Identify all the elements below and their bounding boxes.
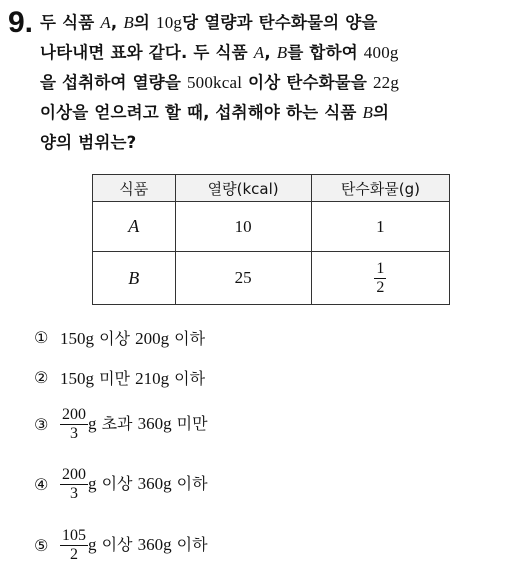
choice-1[interactable] — [34, 326, 205, 349]
text-run: 이하 — [169, 329, 206, 348]
text-run: 양의 범위는? — [40, 133, 137, 152]
choice-text — [60, 527, 208, 564]
text-run: 초과 — [96, 414, 138, 433]
question-number: 9. — [8, 6, 34, 39]
question-text — [40, 8, 518, 158]
choice-marker: ③ — [34, 415, 49, 434]
math-term: 150g — [60, 329, 94, 348]
food-a-calories: 10 — [175, 202, 311, 252]
choice-text — [60, 406, 208, 443]
math-term: 210g — [135, 369, 170, 388]
header-food: 식품 — [93, 175, 176, 202]
math-term: g — [88, 474, 97, 493]
header-calories: 열량(kcal) — [175, 175, 311, 202]
text-run: 이상 탄수화물을 — [242, 73, 373, 92]
fraction — [374, 260, 386, 297]
math-term: A — [100, 13, 111, 32]
food-b-label: B — [93, 252, 176, 305]
math-term: 10g — [156, 13, 183, 32]
text-run: 이상 — [96, 535, 138, 554]
fraction-numerator: 200 — [62, 406, 86, 423]
choice-marker: ⑤ — [34, 536, 49, 555]
math-term: 360g — [137, 474, 172, 493]
choice-text — [60, 466, 208, 503]
fraction-denominator: 2 — [376, 278, 385, 296]
fraction — [60, 527, 88, 564]
choice-3[interactable] — [34, 406, 208, 443]
choice-4[interactable] — [34, 466, 208, 503]
math-term: 500kcal — [186, 73, 243, 92]
fraction-denominator: 3 — [70, 485, 78, 502]
question-line — [40, 68, 518, 98]
text-run: 당 열량과 탄수화물의 양을 — [182, 13, 378, 32]
text-run: 의 — [373, 103, 390, 122]
text-run: 를 합하여 — [287, 43, 364, 62]
text-run: 을 섭취하여 열량을 — [40, 73, 187, 92]
fraction-denominator: 3 — [70, 425, 78, 442]
food-a-carbs: 1 — [311, 202, 449, 252]
text-run: 이상을 얻으려고 할 때, 섭취해야 하는 식품 — [40, 103, 363, 122]
food-b-carbs — [311, 252, 449, 305]
math-term: 360g — [137, 414, 172, 433]
text-run: , — [264, 43, 277, 62]
choice-marker: ② — [34, 368, 49, 387]
math-term: B — [362, 103, 374, 122]
text-run: 나타내면 표와 같다. 두 식품 — [40, 43, 254, 62]
fraction-numerator: 200 — [62, 466, 86, 483]
choice-marker: ④ — [34, 475, 49, 494]
question-line — [40, 8, 518, 38]
food-b-calories: 25 — [175, 252, 311, 305]
text-run: 이하 — [169, 369, 206, 388]
question-line — [40, 128, 518, 158]
table-row — [93, 252, 450, 305]
math-term: 22g — [372, 73, 400, 92]
math-term: g — [88, 535, 97, 554]
question-line — [40, 38, 518, 68]
math-term: A — [253, 43, 265, 62]
header-carbs: 탄수화물(g) — [311, 175, 449, 202]
text-run: 미만 — [94, 369, 136, 388]
nutrition-table — [92, 174, 450, 305]
math-term: 200g — [135, 329, 170, 348]
text-run: 이상 — [94, 329, 136, 348]
fraction — [60, 406, 88, 443]
choice-text — [60, 326, 205, 349]
fraction-numerator: 105 — [62, 527, 86, 544]
math-term: g — [88, 414, 97, 433]
choice-5[interactable] — [34, 527, 208, 564]
math-term: B — [276, 43, 288, 62]
choice-text — [60, 366, 205, 389]
text-run: , — [110, 13, 124, 32]
text-run: 이하 — [171, 535, 208, 554]
text-run: 이상 — [96, 474, 138, 493]
table-row — [93, 202, 450, 252]
question-line — [40, 98, 518, 128]
math-term: 360g — [137, 535, 172, 554]
choice-2[interactable] — [34, 366, 205, 389]
text-run: 두 식품 — [40, 13, 101, 32]
table-header-row — [93, 175, 450, 202]
food-a-label: A — [93, 202, 176, 252]
fraction-numerator: 1 — [376, 259, 385, 277]
math-term: 400g — [363, 43, 399, 62]
fraction — [60, 466, 88, 503]
math-term: B — [123, 13, 134, 32]
text-run: 이하 — [171, 474, 208, 493]
choice-marker: ① — [34, 328, 49, 347]
math-term: 150g — [60, 369, 94, 388]
text-run: 미만 — [171, 414, 208, 433]
text-run: 의 — [133, 13, 157, 32]
fraction-denominator: 2 — [70, 546, 78, 563]
